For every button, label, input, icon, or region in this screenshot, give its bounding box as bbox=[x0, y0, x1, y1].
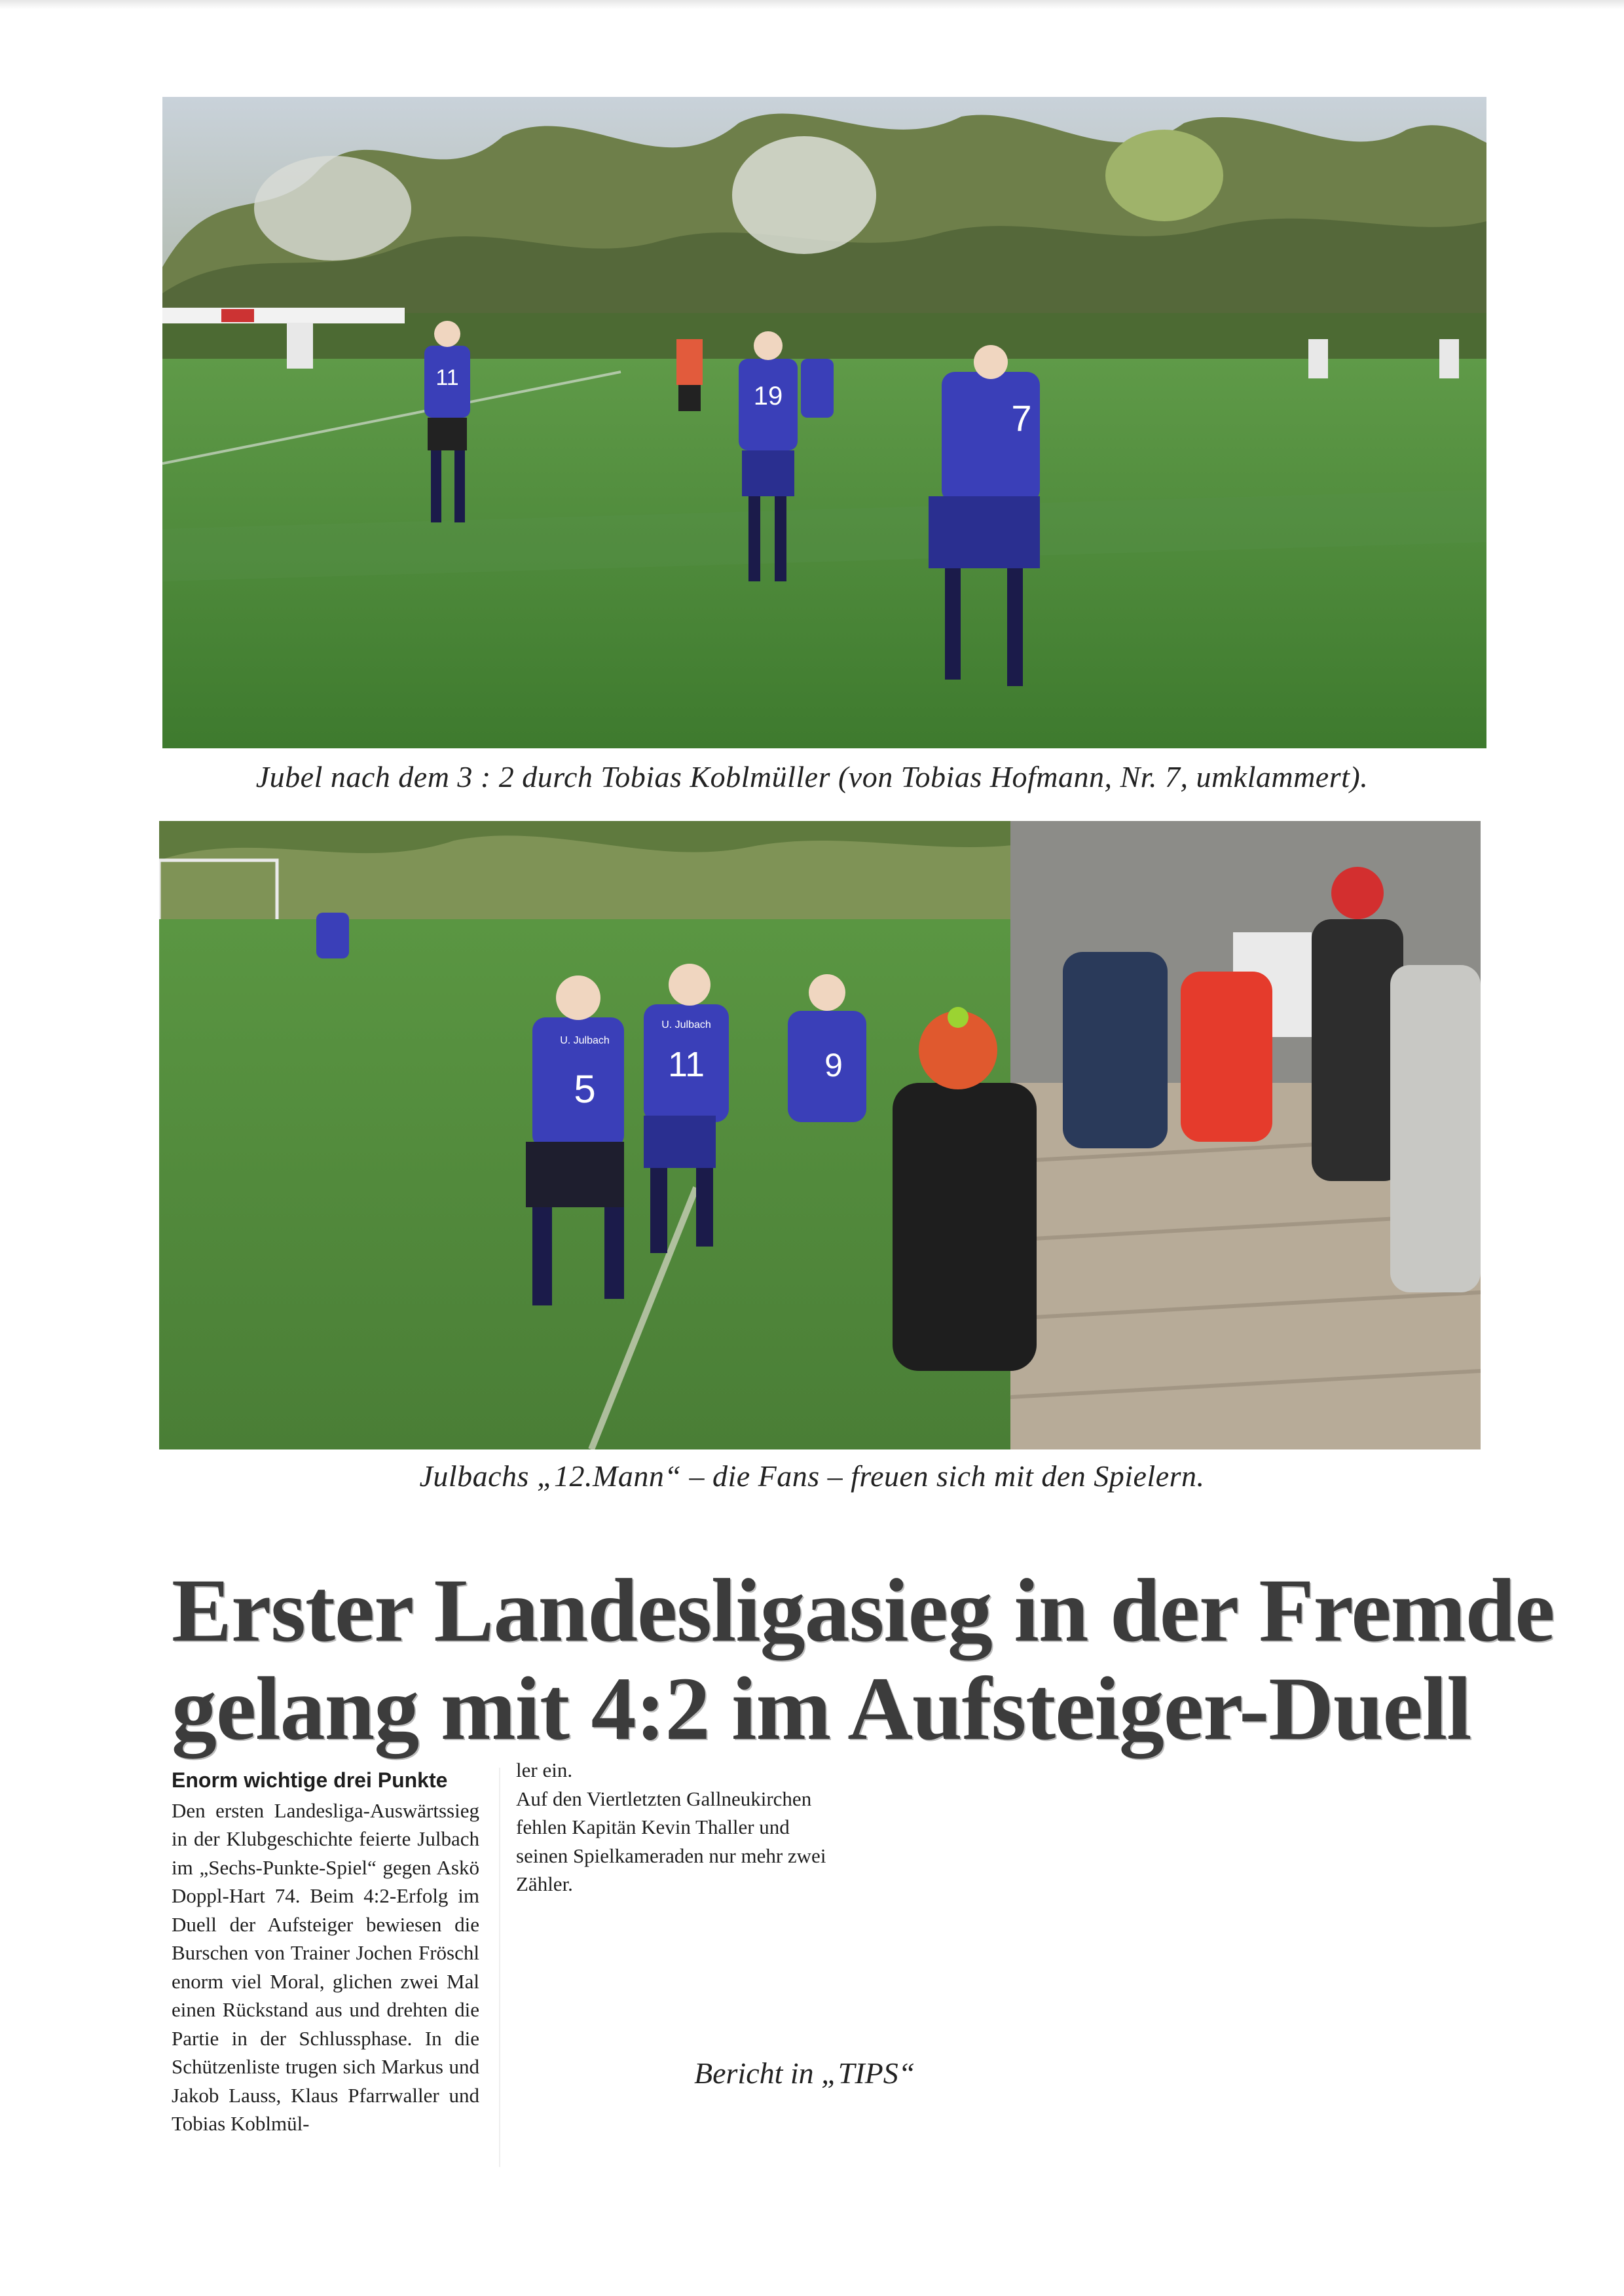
column-divider bbox=[499, 1768, 500, 2167]
jersey-number: 11 bbox=[667, 1045, 705, 1084]
article-headline bbox=[172, 1560, 1555, 1758]
jersey-club-text: U. Julbach bbox=[560, 1035, 610, 1046]
jersey-number: 11 bbox=[435, 365, 459, 390]
article-subhead: Enorm wichtige drei Punkte bbox=[172, 1768, 448, 1792]
jersey-club-text: U. Julbach bbox=[661, 1019, 711, 1030]
article-paragraph: Den ersten Landesliga-Auswärtssieg in der Klubgeschichte feierte Julbach im „Sechs-Punkte-Spiel“ gegen Askö Doppl-Hart 74. Beim 4:2-Erfolg im Duell der Aufsteiger bewiesen die Burschen von Trainer Jochen Fröschl enorm viel Moral, glichen zwei Mal einen Rückstand aus und drehten die Partie in der Schlussphase. In die Schützenliste trugen sich Markus und Jakob Lauss, Klaus Pfarrwaller und Tobias Koblmül- bbox=[172, 1798, 479, 2135]
report-note: Bericht in „TIPS“ bbox=[694, 2056, 915, 2090]
article-column-2 bbox=[516, 1756, 830, 1899]
jersey-number: 9 bbox=[824, 1047, 843, 1084]
photo-caption: Jubel nach dem 3 : 2 durch Tobias Koblmüller (von Tobias Hofmann, Nr. 7, umklammert). bbox=[255, 760, 1369, 793]
jersey-number: 5 bbox=[574, 1067, 596, 1111]
soccer-celebration-photo bbox=[162, 97, 1486, 748]
photo-caption: Julbachs „12.Mann“ – die Fans – freuen sich mit den Spielern. bbox=[419, 1459, 1205, 1493]
article-paragraph: ler ein. bbox=[516, 1758, 573, 1781]
article-paragraph: Auf den Viertletzten Gallneukirchen fehlen Kapitän Kevin Thaller und seinen Spielkameraden nur mehr zwei Zähler. bbox=[516, 1787, 826, 1895]
headline-line: gelang mit 4:2 im Aufsteiger-Duell bbox=[172, 1658, 1471, 1758]
scan-edge bbox=[0, 0, 1624, 9]
jersey-number: 19 bbox=[753, 382, 783, 410]
headline-line: Erster Landesligasieg in der Fremde bbox=[172, 1560, 1555, 1660]
jersey-number: 7 bbox=[1011, 397, 1032, 439]
fans-celebration-photo bbox=[159, 821, 1481, 1449]
article-column-1 bbox=[172, 1766, 479, 2138]
